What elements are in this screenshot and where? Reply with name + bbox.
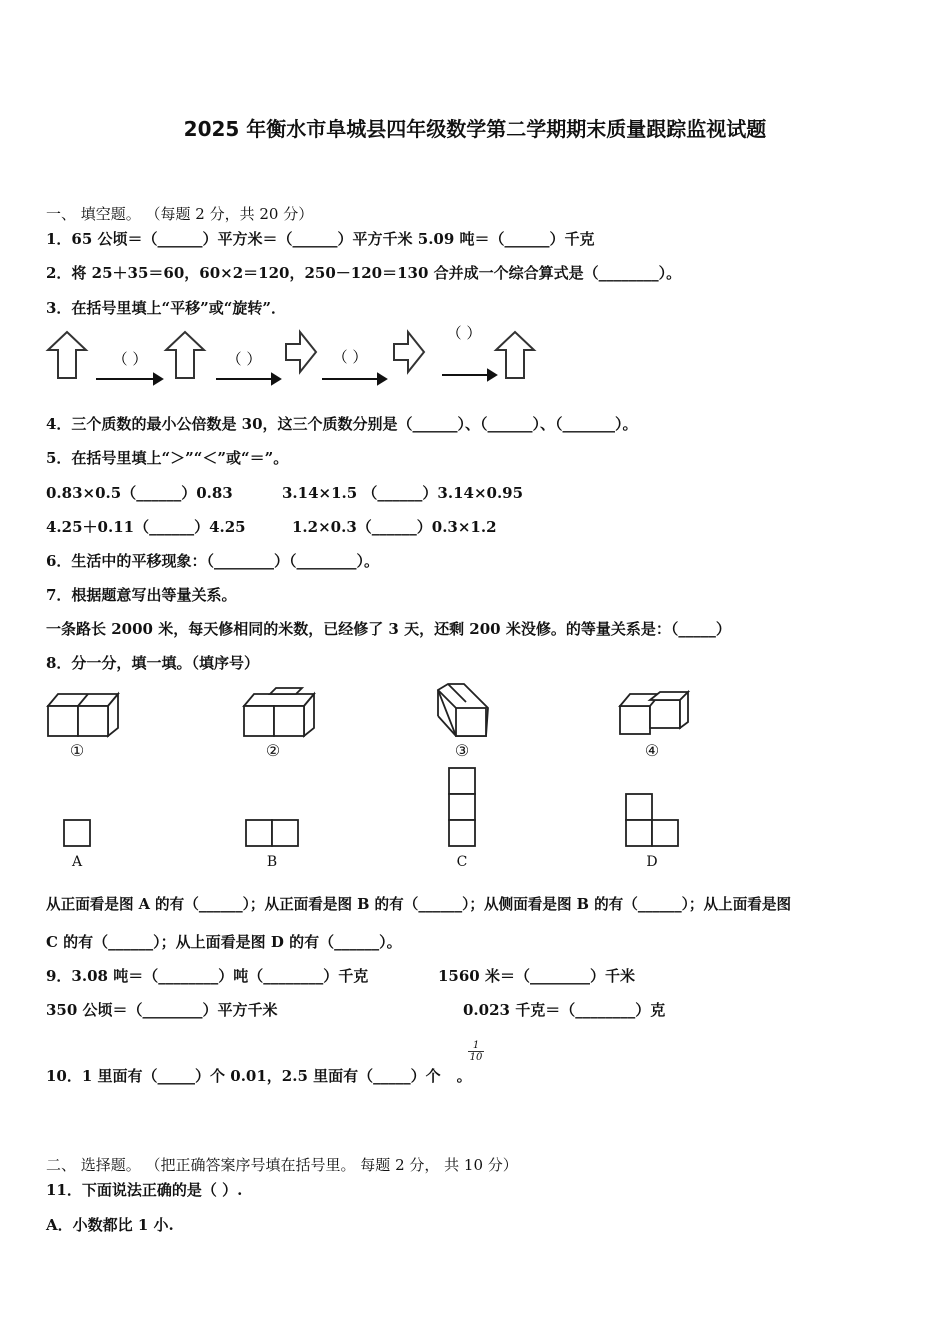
view-a-shape [64,820,90,846]
question-7-stem: 7．根据题意写出等量关系。 [46,586,237,604]
up-arrow-shape-3 [496,332,534,378]
question-10-end: 。 [456,1067,472,1085]
q3-blank-2: （ ） [226,350,262,368]
question-8-answer-line-2: C 的有（______）；从上面看是图 D 的有（______）。 [46,933,402,951]
up-arrow-shape-2 [166,332,204,378]
question-6: 6．生活中的平移现象：（________）（________）。 [46,552,379,570]
question-5-item-1: 0.83×0.5（______）0.83 [46,484,233,502]
right-arrow-shape-1 [286,332,316,372]
question-2: 2．将 25＋35＝60，60×2＝120，250－120＝130 合并成一个综合算式是（________）。 [46,264,682,282]
right-arrow-shape-2 [394,332,424,372]
question-1: 1．65 公顷＝（______）平方米＝（______）平方千米 5.09 吨＝（______）千克 [46,230,595,248]
view-label-d: D [646,854,658,870]
question-9-part-c: 350 公顷＝（________）平方千米 [46,1001,278,1019]
question-8-answer-line-1: 从正面看是图 A 的有（______）；从正面看是图 B 的有（______）；从侧面看是图 B 的有（______）；从上面看是图 [46,896,792,913]
view-label-a: A [71,854,83,870]
solid-label-2: ② [265,741,281,760]
solid-1-shape [48,694,118,736]
solid-3-shape [438,684,488,736]
q3-figure [44,322,544,392]
section-2-header: 二、 选择题。 （把正确答案序号填在括号里。 每题 2 分， 共 10 分） [46,1156,518,1174]
question-10 [46,1065,472,1086]
question-11-option-a: A．小数都比 1 小. [46,1216,174,1234]
question-8-stem: 8．分一分，填一填。（填序号） [46,654,259,672]
solid-label-3: ③ [454,741,470,760]
q3-blank-4: （ ） [446,324,482,342]
section-1-header: 一、 填空题。 （每题 2 分，共 20 分） [46,205,314,223]
question-4: 4．三个质数的最小公倍数是 30，这三个质数分别是（______）、（______）、（_______）。 [46,415,638,433]
solid-4-shape [620,692,688,734]
solid-2-shape [244,688,314,736]
up-arrow-shape-1 [48,332,86,378]
view-label-b: B [266,854,278,870]
solid-label-4: ④ [644,741,660,760]
q8-solids-figure [44,680,744,870]
question-7-text: 一条路长 2000 米，每天修相同的米数，已经修了 3 天，还剩 200 米没修。的等量关系是：（_____） [46,620,731,638]
question-5-item-2: 3.14×1.5 （______）3.14×0.95 [282,484,524,502]
solid-label-1: ① [69,741,85,760]
fraction-numerator: 1 [472,1040,480,1051]
q3-blank-3: （ ） [332,348,368,366]
question-9-part-d: 0.023 千克＝（________）克 [463,1001,666,1019]
question-5-item-4: 1.2×0.3（______）0.3×1.2 [292,518,497,536]
view-b-shape [246,820,272,846]
question-3: 3．在括号里填上“平移”或“旋转”． [46,299,286,317]
question-5-item-3: 4.25＋0.11（______）4.25 [46,518,246,536]
view-c-shape [449,768,475,794]
question-9-part-a: 9．3.08 吨＝（________）吨（________）千克 [46,967,369,985]
page-title: 2025 年衡水市阜城县四年级数学第二学期期末质量跟踪监视试题 [183,117,767,141]
view-label-c: C [456,854,468,870]
question-5-stem: 5．在括号里填上“＞”“＜”或“＝”。 [46,449,289,467]
question-10-text: 10．1 里面有（_____）个 0.01，2.5 里面有（_____）个 [46,1067,441,1085]
view-d-shape [626,794,652,820]
question-11-stem: 11．下面说法正确的是（ ）. [46,1181,243,1199]
fraction-denominator: 10 [469,1052,483,1063]
question-9-part-b: 1560 米＝（________）千米 [438,967,635,985]
fraction-one-tenth [468,1040,484,1063]
q3-blank-1: （ ） [112,350,148,368]
